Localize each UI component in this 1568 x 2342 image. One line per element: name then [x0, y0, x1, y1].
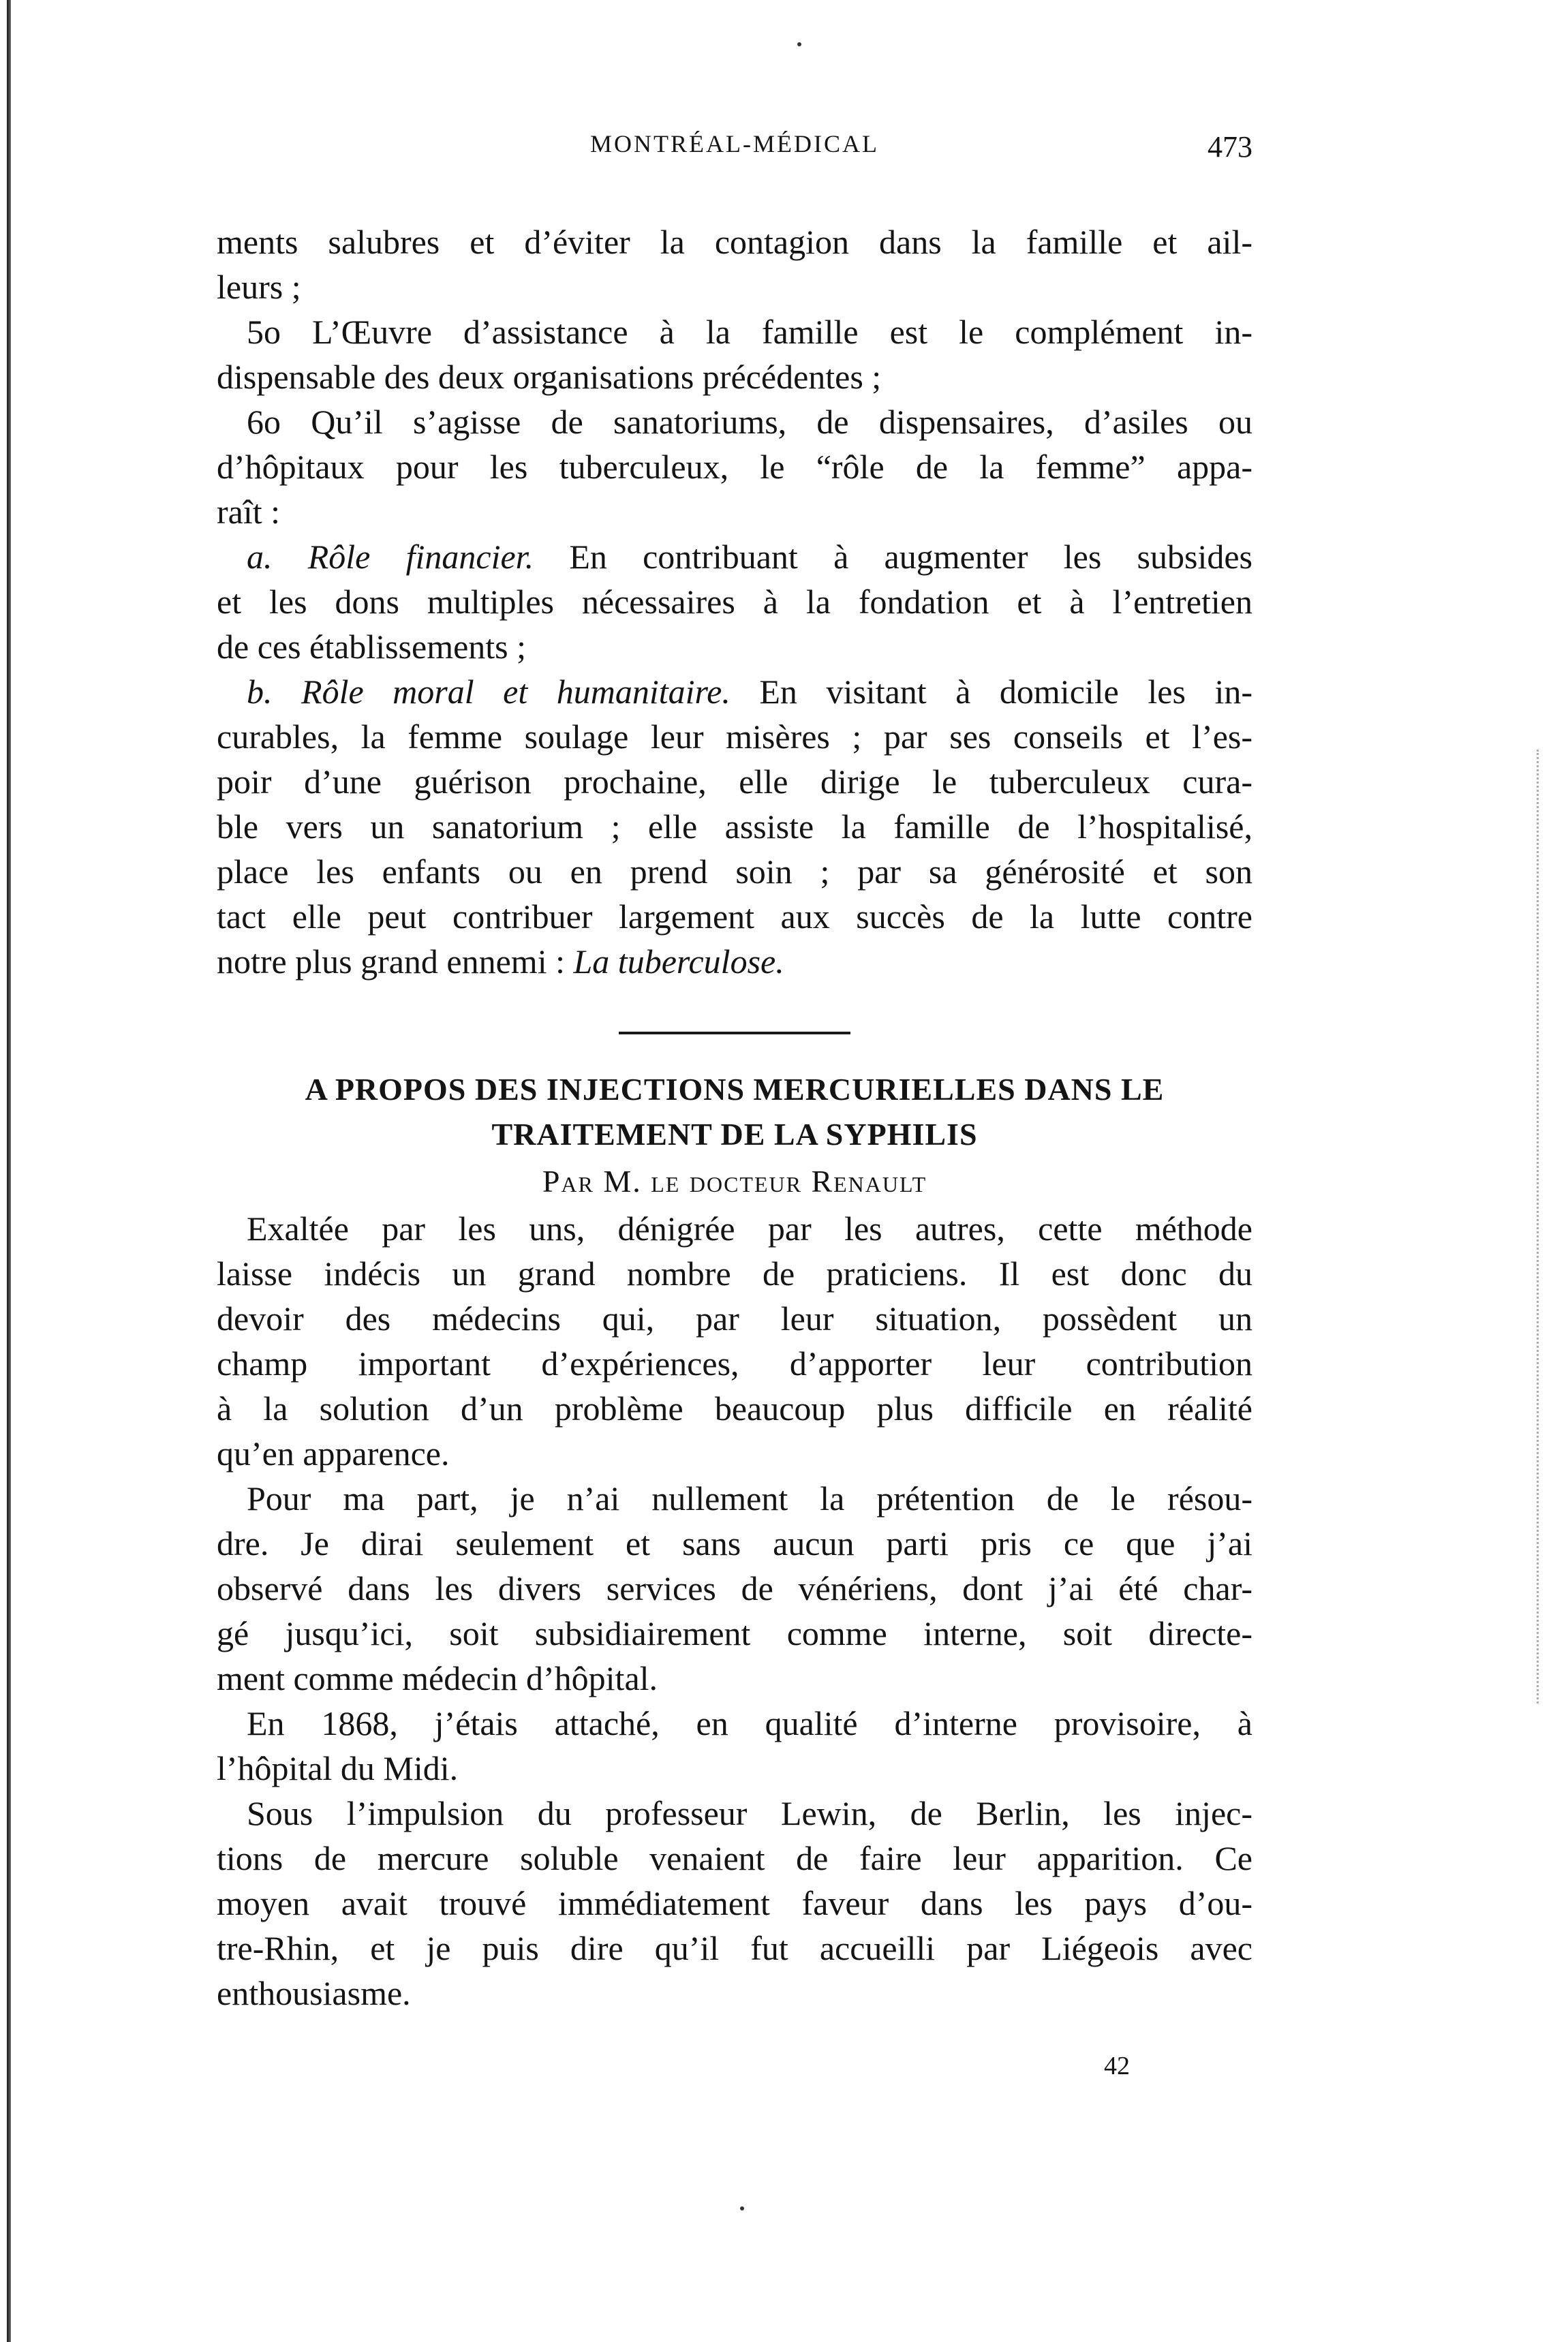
text-line: poir d’une guérison prochaine, elle dirige le tuberculeux cura- [217, 762, 1252, 801]
item-a-label: a. Rôle financier. [247, 538, 534, 576]
item-a-text: En contribuant à augmenter les subsides [534, 538, 1252, 576]
text-line: leurs ; [217, 268, 301, 306]
paragraph-line: tre-Rhin, et je puis dire qu’il fut accueilli par Liégeois avec [217, 1929, 1252, 1967]
paragraph-line: observé dans les divers services de vénériens, dont j’ai été char- [217, 1569, 1252, 1607]
item-b-first-line [217, 669, 1252, 714]
paragraph-line: ment comme médecin d’hôpital. [217, 1659, 658, 1697]
journal-title: MONTRÉAL-MÉDICAL [590, 130, 879, 157]
text-line: ble vers un sanatorium ; elle assiste la famille de l’hospitalisé, [217, 807, 1252, 846]
article-title-line-1: A PROPOS DES INJECTIONS MERCURIELLES DANS LE [305, 1072, 1165, 1107]
list-item-5: 5o L’Œuvre d’assistance à la famille est le complément in- [247, 313, 1252, 351]
text-line: tact elle peut contribuer largement aux succès de la lutte contre [217, 897, 1252, 936]
scan-speck [740, 2206, 744, 2210]
paragraph-line: l’hôpital du Midi. [217, 1749, 459, 1787]
paragraph-line: dre. Je dirai seulement et sans aucun parti pris ce que j’ai [217, 1524, 1252, 1562]
text-line: raît : [217, 493, 281, 531]
text-line: place les enfants ou en prend soin ; par sa générosité et son [217, 852, 1252, 891]
item-b-text: En visitant à domicile les in- [730, 673, 1252, 711]
paragraph-line: tions de mercure soluble venaient de faire leur apparition. Ce [217, 1839, 1252, 1877]
item-b-label: b. Rôle moral et humanitaire. [247, 673, 731, 711]
text-line: et les dons multiples nécessaires à la fondation et à l’entretien [217, 583, 1252, 621]
running-header [217, 129, 1252, 170]
paragraph-line: champ important d’expériences, d’apporter leur contribution [217, 1344, 1252, 1383]
text-line: dispensable des deux organisations précédentes ; [217, 358, 882, 396]
page-number: 473 [1208, 130, 1252, 164]
article-byline: Par M. le docteur Renault [542, 1164, 927, 1199]
page-body [217, 219, 1252, 2016]
paragraph-line: qu’en apparence. [217, 1434, 450, 1473]
list-item-6: 6o Qu’il s’agisse de sanatoriums, de dispensaires, d’asiles ou [247, 403, 1252, 441]
item-b-last-line [217, 939, 1252, 984]
item-b-last-prefix: notre plus grand ennemi : [217, 942, 574, 981]
text-line: d’hôpitaux pour les tuberculeux, le “rôle de la femme” appa- [217, 448, 1252, 486]
paragraph-line: à la solution d’un problème beaucoup plus difficile en réalité [217, 1389, 1252, 1428]
scan-speck [797, 42, 801, 46]
scan-bleed-through [1537, 750, 1541, 1704]
text-line: de ces établissements ; [217, 628, 527, 666]
paragraph-line: enthousiasme. [217, 1974, 411, 2012]
item-b-last-italic: La tuberculose. [573, 942, 784, 981]
paragraph-line: moyen avait trouvé immédiatement faveur dans les pays d’ou- [217, 1884, 1252, 1922]
paragraph-line: En 1868, j’étais attaché, en qualité d’interne provisoire, à [247, 1704, 1252, 1742]
paragraph-line: gé jusqu’ici, soit subsidiairement comme interne, soit directe- [217, 1614, 1252, 1652]
paragraph-line: Exaltée par les uns, dénigrée par les autres, cette méthode [247, 1209, 1252, 1248]
text-line: ments salubres et d’éviter la contagion dans la famille et ail- [217, 223, 1252, 261]
article-title-line-2: TRAITEMENT DE LA SYPHILIS [491, 1117, 978, 1152]
paragraph-line: devoir des médecins qui, par leur situation, possèdent un [217, 1299, 1252, 1338]
paragraph-line: Sous l’impulsion du professeur Lewin, de Berlin, les injec- [247, 1794, 1252, 1832]
paragraph-line: Pour ma part, je n’ai nullement la prétention de le résou- [247, 1479, 1252, 1517]
item-a-first-line [217, 534, 1252, 579]
printer-signature-mark: 42 [1104, 2052, 1130, 2080]
paragraph-line: laisse indécis un grand nombre de praticiens. Il est donc du [217, 1254, 1252, 1293]
scan-binding-edge [7, 0, 11, 2342]
text-line: curables, la femme soulage leur misères ; par ses conseils et l’es- [217, 718, 1252, 756]
